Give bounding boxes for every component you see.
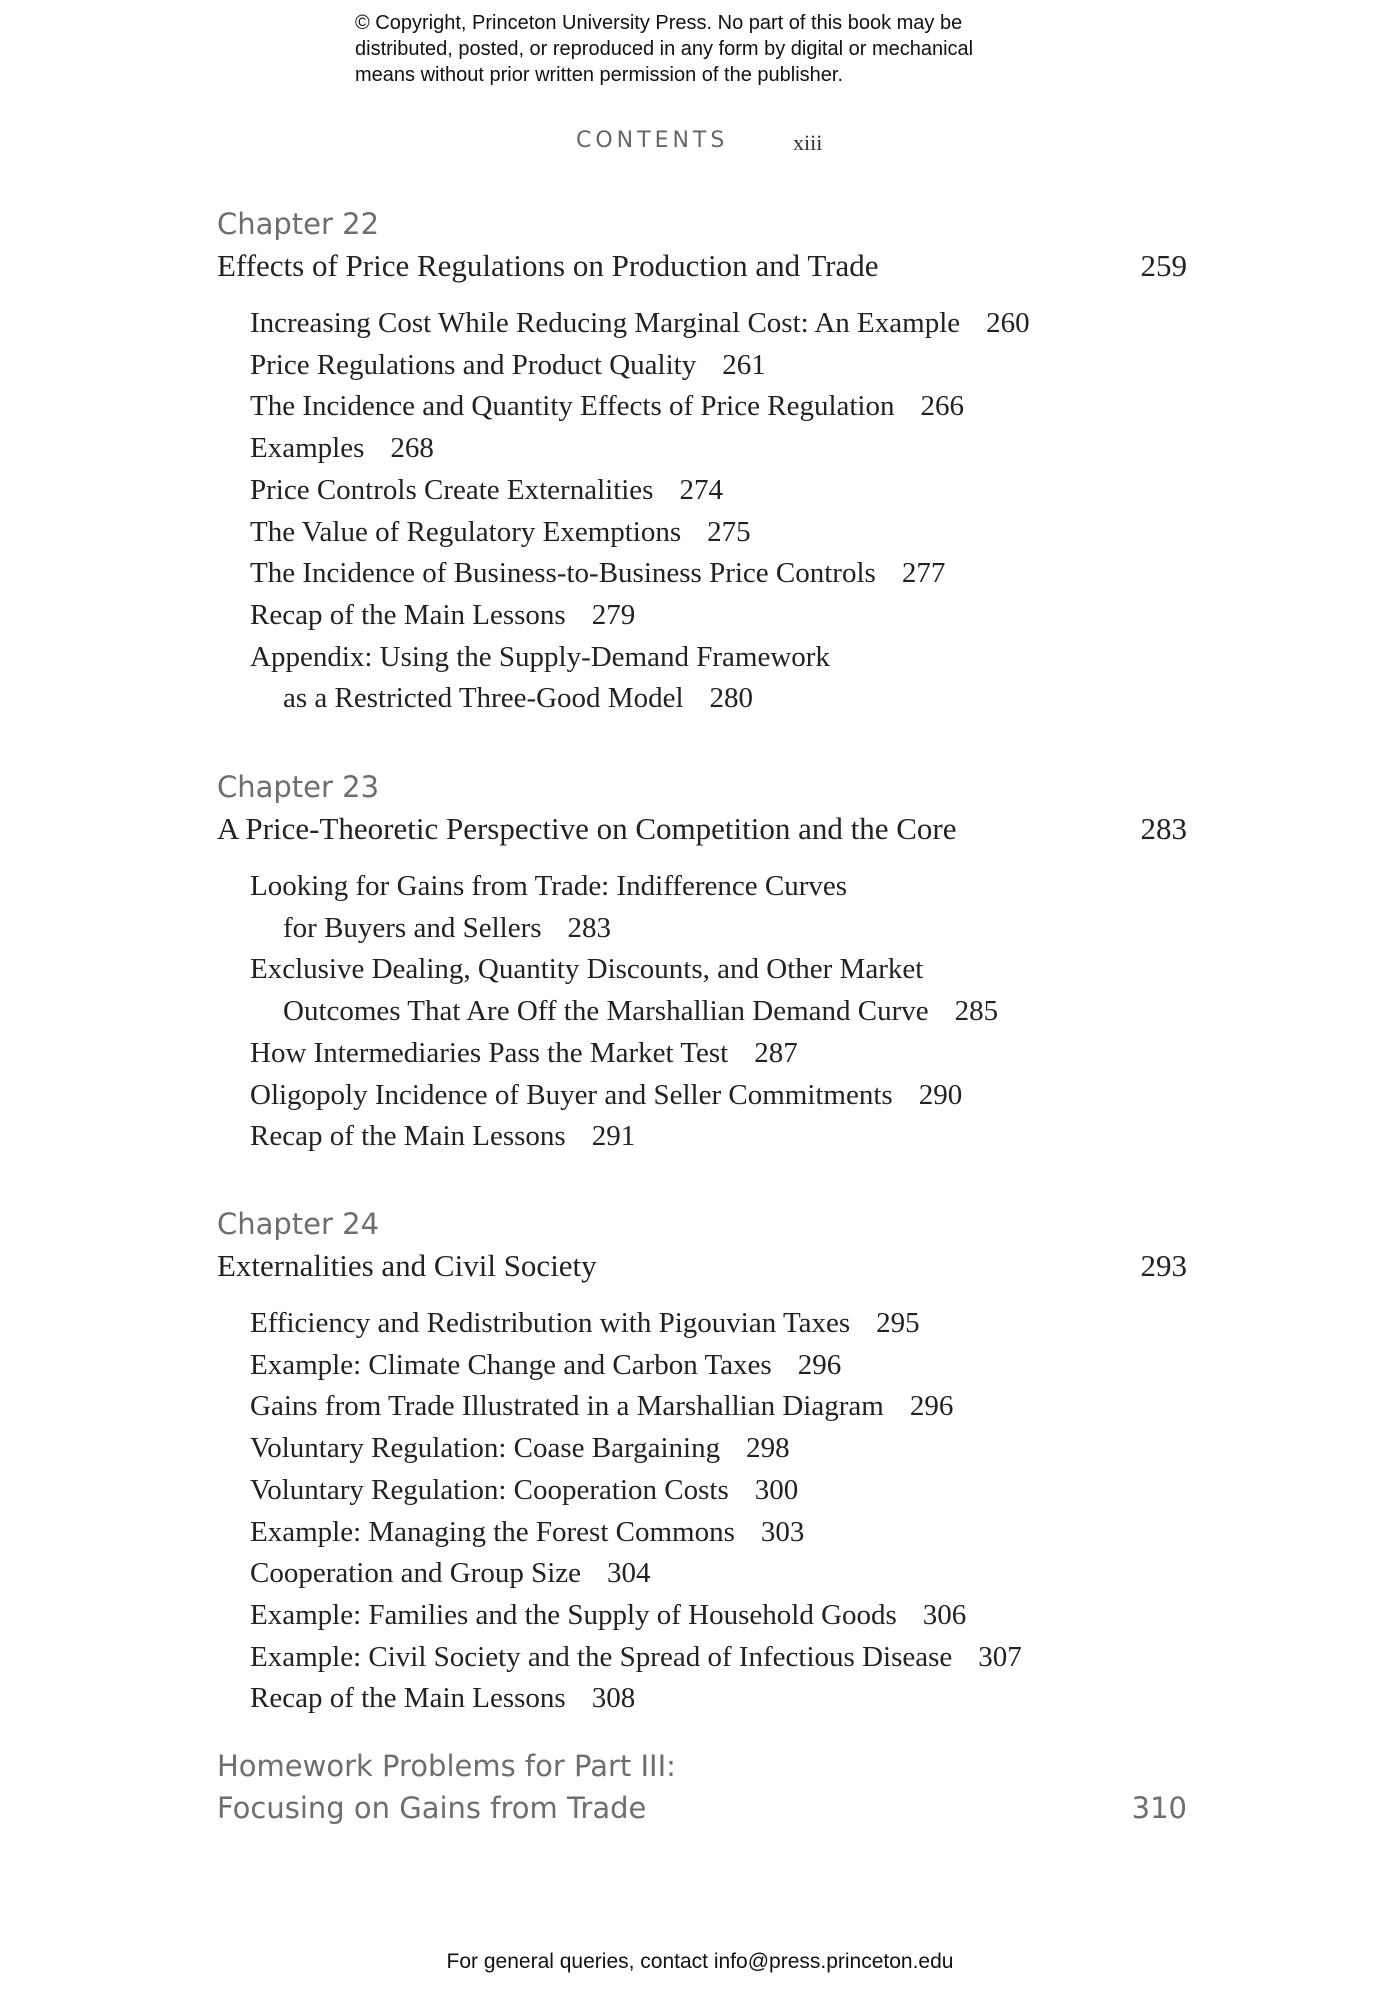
- section-title-continued: for Buyers and Sellers: [283, 911, 542, 944]
- section-item[interactable]: [250, 512, 1187, 554]
- section-item[interactable]: [250, 1595, 1187, 1637]
- section-item[interactable]: [250, 949, 1187, 1032]
- section-title: Example: Families and the Supply of Household Goods: [250, 1598, 897, 1631]
- section-item[interactable]: [250, 1637, 1187, 1679]
- chapter-title: Effects of Price Regulations on Production and Trade: [217, 248, 879, 283]
- section-page-number: 300: [754, 1473, 799, 1506]
- chapter-title: Externalities and Civil Society: [217, 1248, 597, 1283]
- chapter-22: [217, 203, 1187, 720]
- footer-contact: For general queries, contact info@press.princeton.edu: [446, 1950, 954, 1973]
- section-item[interactable]: [250, 553, 1187, 595]
- section-title: Price Regulations and Product Quality: [250, 348, 697, 381]
- section-page-number: 266: [920, 390, 964, 423]
- section-item[interactable]: [250, 303, 1187, 345]
- chapter-page-number: 293: [1140, 1248, 1187, 1283]
- chapter-title-row[interactable]: [217, 808, 1187, 850]
- section-item[interactable]: [250, 1678, 1187, 1720]
- section-page-number: 308: [591, 1682, 636, 1715]
- section-title: Efficiency and Redistribution with Pigouvian Taxes: [250, 1307, 851, 1339]
- section-title: Recap of the Main Lessons: [250, 1682, 566, 1715]
- section-page-number: 285: [954, 995, 999, 1028]
- chapter-page-number: 259: [1140, 248, 1187, 283]
- chapter-label: Chapter 23: [217, 770, 380, 804]
- homework-title-line-2: Focusing on Gains from Trade: [217, 1791, 647, 1825]
- section-title: Increasing Cost While Reducing Marginal Cost: An Example: [250, 307, 961, 339]
- section-title: Recap of the Main Lessons: [250, 1120, 566, 1153]
- section-page-number: 303: [760, 1515, 805, 1548]
- running-head-label: CONTENTS: [576, 128, 729, 153]
- section-page-number: 280: [709, 682, 754, 715]
- section-item[interactable]: [250, 1033, 1187, 1075]
- section-item[interactable]: [250, 1303, 1187, 1345]
- section-title: Cooperation and Group Size: [250, 1557, 582, 1590]
- section-item[interactable]: [250, 345, 1187, 387]
- section-page-number: 304: [607, 1557, 651, 1590]
- section-title: Appendix: Using the Supply-Demand Framework: [250, 640, 830, 673]
- chapter-page-number: 283: [1140, 811, 1187, 846]
- section-item[interactable]: [250, 1512, 1187, 1554]
- section-title: How Intermediaries Pass the Market Test: [250, 1036, 729, 1069]
- section-item[interactable]: [250, 866, 1187, 949]
- section-item[interactable]: [250, 595, 1187, 637]
- chapter-label: Chapter 22: [217, 207, 380, 241]
- section-item[interactable]: [250, 470, 1187, 512]
- section-page-number: 291: [591, 1120, 636, 1153]
- section-page-number: 295: [876, 1307, 920, 1339]
- running-head-page-number: xiii: [793, 130, 823, 155]
- copyright-line: distributed, posted, or reproduced in any form by digital or mechanical: [355, 38, 974, 60]
- section-title: Recap of the Main Lessons: [250, 598, 566, 631]
- section-page-number: 274: [679, 473, 723, 506]
- chapter-title: A Price-Theoretic Perspective on Competition and the Core: [217, 811, 957, 846]
- section-item[interactable]: [250, 1386, 1187, 1428]
- section-title-continued: as a Restricted Three-Good Model: [283, 682, 684, 715]
- section-page-number: 296: [909, 1390, 954, 1423]
- section-title: Oligopoly Incidence of Buyer and Seller Commitments: [250, 1078, 893, 1111]
- copyright-line: means without prior written permission of the publisher.: [355, 64, 844, 86]
- section-title: Voluntary Regulation: Coase Bargaining: [250, 1432, 721, 1465]
- section-page-number: 307: [978, 1640, 1022, 1673]
- homework-title-row: [217, 1787, 1187, 1829]
- section-page-number: 290: [918, 1078, 963, 1111]
- chapter-title-row[interactable]: [217, 1245, 1187, 1287]
- section-title: The Value of Regulatory Exemptions: [250, 515, 682, 548]
- section-title: Example: Managing the Forest Commons: [250, 1515, 735, 1548]
- section-item[interactable]: [250, 637, 1187, 720]
- section-title: Voluntary Regulation: Cooperation Costs: [250, 1473, 729, 1506]
- homework-title-line-1: Homework Problems for Part III:: [217, 1749, 676, 1783]
- section-item[interactable]: [250, 386, 1187, 428]
- section-title: Price Controls Create Externalities: [250, 473, 654, 506]
- section-title: Examples: [250, 432, 365, 465]
- section-page-number: 261: [722, 348, 766, 381]
- section-page-number: 279: [591, 598, 636, 631]
- section-item[interactable]: [250, 1075, 1187, 1117]
- section-title: The Incidence and Quantity Effects of Price Regulation: [250, 390, 895, 423]
- section-title: Example: Climate Change and Carbon Taxes: [250, 1348, 772, 1381]
- section-page-number: 277: [901, 557, 946, 590]
- section-page-number: 296: [797, 1348, 842, 1381]
- section-list: [217, 1303, 1187, 1720]
- section-title-continued: Outcomes That Are Off the Marshallian Demand Curve: [283, 995, 929, 1028]
- chapter-23: [217, 766, 1187, 1158]
- section-list: [217, 303, 1187, 720]
- section-page-number: 268: [390, 432, 434, 465]
- section-title: Gains from Trade Illustrated in a Marshallian Diagram: [250, 1390, 884, 1423]
- section-item[interactable]: [250, 1345, 1187, 1387]
- section-title: Example: Civil Society and the Spread of Infectious Disease: [250, 1640, 953, 1673]
- chapter-24: [217, 1203, 1187, 1720]
- section-page-number: 306: [922, 1598, 967, 1631]
- section-page-number: 283: [567, 911, 612, 944]
- section-item[interactable]: [250, 428, 1187, 470]
- homework-entry[interactable]: [217, 1745, 1187, 1829]
- section-item[interactable]: [250, 1116, 1187, 1158]
- section-page-number: 287: [754, 1036, 798, 1069]
- homework-page-number: 310: [1131, 1791, 1187, 1825]
- section-item[interactable]: [250, 1428, 1187, 1470]
- chapter-title-row[interactable]: [217, 245, 1187, 287]
- copyright-line: © Copyright, Princeton University Press. No part of this book may be: [355, 12, 963, 34]
- copyright-notice: [355, 10, 1115, 88]
- section-item[interactable]: [250, 1470, 1187, 1512]
- section-page-number: 275: [707, 515, 751, 548]
- section-list: [217, 866, 1187, 1158]
- chapter-label: Chapter 24: [217, 1207, 380, 1241]
- section-title: Looking for Gains from Trade: Indifference Curves: [250, 870, 848, 902]
- section-item[interactable]: [250, 1553, 1187, 1595]
- section-page-number: 260: [986, 307, 1030, 339]
- section-title: Exclusive Dealing, Quantity Discounts, and Other Market: [250, 953, 924, 986]
- section-page-number: 298: [746, 1432, 790, 1465]
- section-title: The Incidence of Business-to-Business Price Controls: [250, 557, 876, 590]
